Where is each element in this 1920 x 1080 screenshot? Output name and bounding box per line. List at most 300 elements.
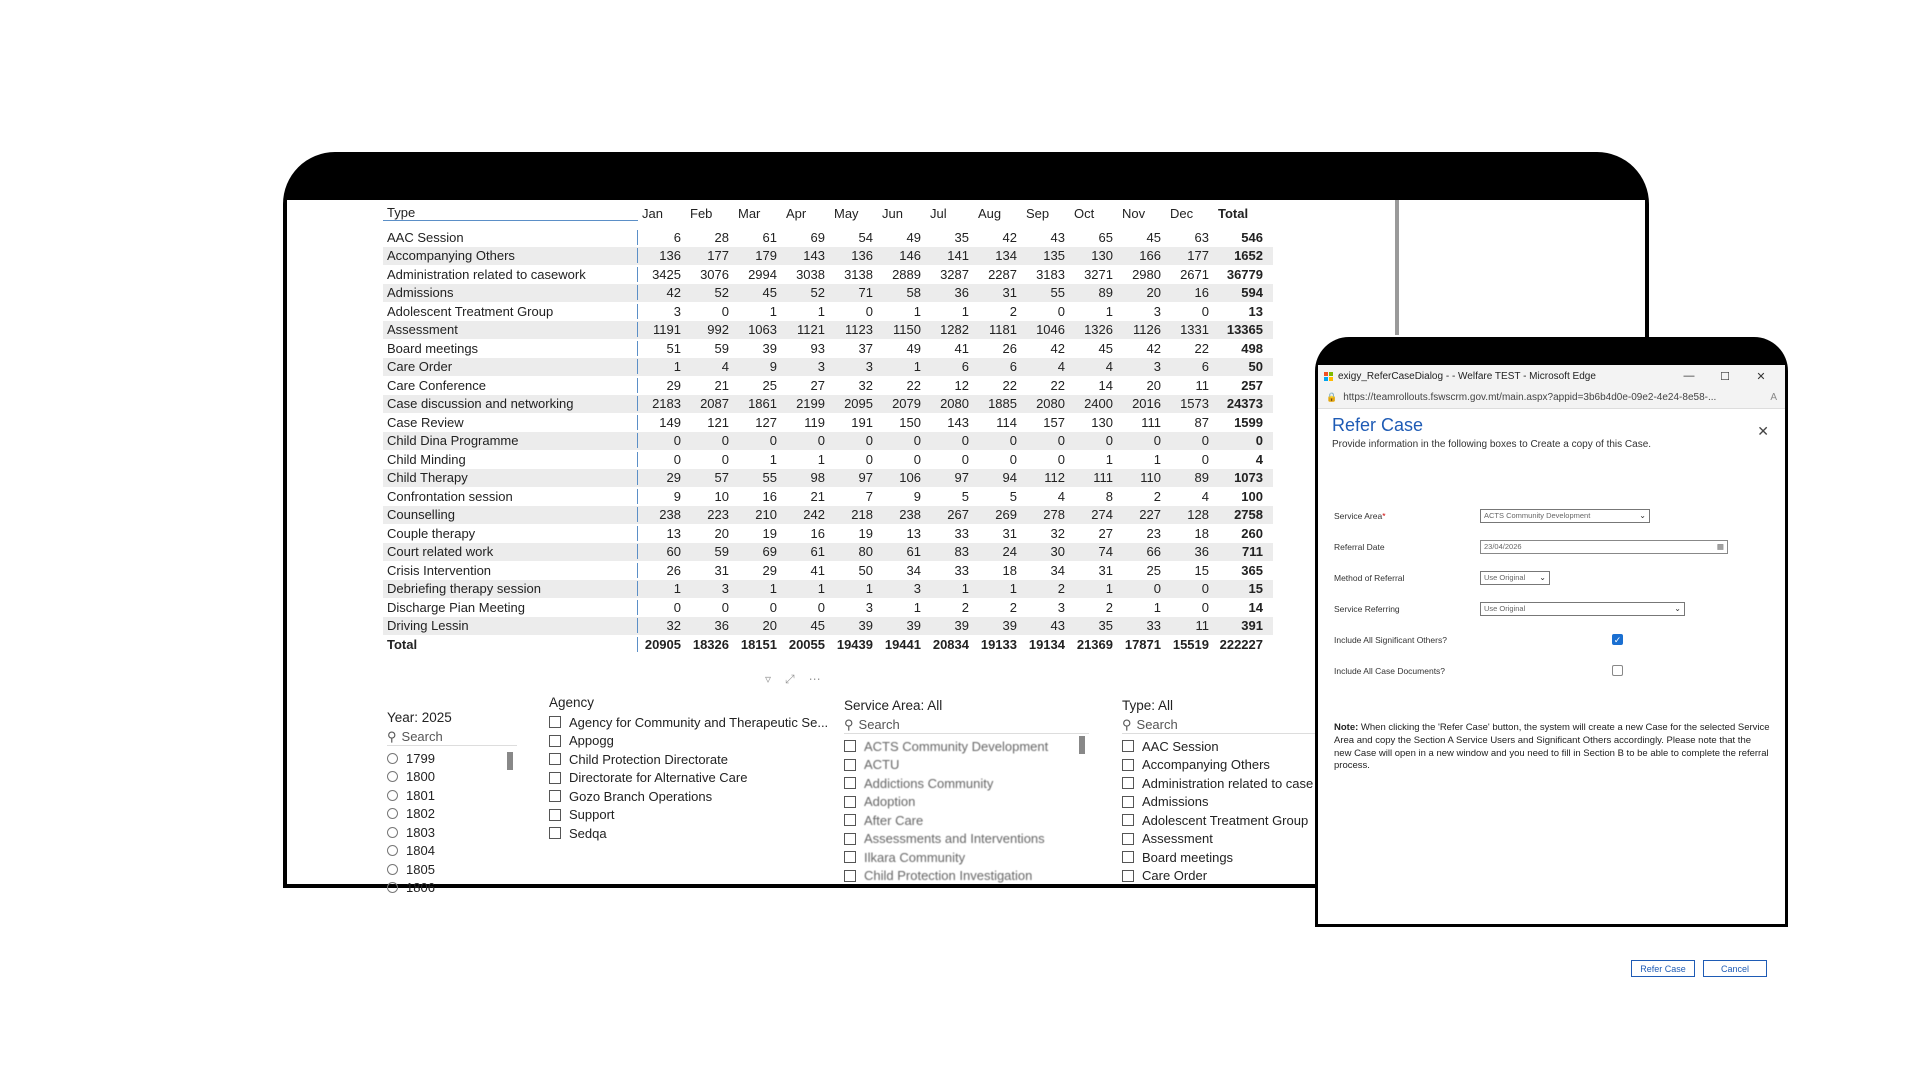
list-item[interactable]	[387, 879, 517, 898]
referral-date-input[interactable]	[1480, 540, 1728, 554]
cell-value: 0	[769, 599, 777, 615]
cell-value: 2889	[892, 266, 921, 282]
cell-value: 31	[1098, 562, 1113, 578]
cell-value: 267	[947, 507, 969, 523]
radio-button[interactable]	[387, 864, 398, 875]
cell-value: 9	[673, 488, 681, 504]
table-row	[383, 395, 1273, 414]
note-text: When clicking the 'Refer Case' button, the system will create a new Case for the selected Service Area and copy the Section A Service Users and Significant Others accordingly. Please note that the new Case will open in a new window and you need to fill in Section B to be able to complete the referral process.	[1334, 722, 1770, 772]
checkbox[interactable]	[549, 809, 561, 821]
list-item-label: Care Order	[1142, 868, 1208, 884]
checkbox[interactable]	[1122, 851, 1134, 863]
cell-value: 3	[1057, 599, 1065, 615]
cell-value: 13	[666, 525, 681, 541]
chevron-down-icon: ⌄	[1639, 511, 1646, 520]
cell-value: 26	[1002, 340, 1017, 356]
checkbox[interactable]	[549, 753, 561, 765]
cell-value: 3	[865, 359, 873, 375]
cell-value: 31	[1002, 285, 1017, 301]
cell-value: 149	[659, 414, 681, 430]
header-month[interactable]: Apr	[786, 205, 807, 221]
cell-value: 3	[1153, 359, 1161, 375]
cell-value: 93	[810, 340, 825, 356]
checkbox[interactable]	[844, 777, 856, 789]
address-url[interactable]: https://teamrollouts.fswscrm.gov.mt/main.aspx?appid=3b6b4d0e-09e2-4e24-8e58-...	[1343, 392, 1717, 403]
cell-value: 51	[666, 340, 681, 356]
list-item[interactable]	[549, 750, 839, 769]
cell-value: 97	[858, 470, 873, 486]
cell-value: 2016	[1132, 396, 1161, 412]
cell-value: 94	[1002, 470, 1017, 486]
list-item-label: Support	[569, 807, 615, 823]
cell-value: 12	[954, 377, 969, 393]
cell-value: 179	[755, 248, 777, 264]
matrix-header	[383, 202, 1273, 224]
cell-value: 3425	[652, 266, 681, 282]
service-area-scrollbar[interactable]	[1079, 736, 1085, 754]
matrix-scrollbar[interactable]	[1395, 200, 1399, 335]
list-item[interactable]	[844, 774, 1089, 793]
cell-value: 45	[1146, 229, 1161, 245]
list-item[interactable]	[844, 848, 1089, 867]
list-item[interactable]	[844, 867, 1089, 886]
cell-value: 1063	[748, 322, 777, 338]
table-row	[383, 432, 1273, 451]
list-item-label: 1805	[406, 861, 435, 877]
cell-value: 191	[851, 414, 873, 430]
list-item[interactable]	[387, 786, 517, 805]
cell-value: 0	[1201, 303, 1209, 319]
cell-value: 1191	[653, 322, 681, 338]
list-item-label: Adolescent Treatment Group	[1142, 812, 1309, 828]
cell-value: 1	[1153, 599, 1161, 615]
cell-value: 1	[769, 303, 777, 319]
cell-value: 80	[858, 544, 873, 560]
list-item[interactable]	[844, 793, 1089, 812]
cell-value: 42	[1002, 229, 1017, 245]
list-item[interactable]	[387, 805, 517, 824]
header-month[interactable]: Dec	[1170, 205, 1194, 221]
service-referring-value: Use Original	[1484, 604, 1526, 613]
header-month[interactable]: Sep	[1026, 205, 1050, 221]
cell-value: 2	[1009, 303, 1017, 319]
calendar-icon[interactable]: ▦	[1716, 542, 1724, 551]
browser-title: exigy_ReferCaseDialog - - Welfare TEST - Microsoft Edge	[1338, 370, 1596, 382]
referral-date-row	[1332, 531, 1771, 562]
cell-value: 57	[714, 470, 729, 486]
cell-value: 1	[865, 581, 873, 597]
list-item[interactable]	[387, 768, 517, 787]
list-item[interactable]	[549, 787, 839, 806]
cell-value: 10	[714, 488, 729, 504]
checkbox[interactable]	[549, 772, 561, 784]
checkbox[interactable]	[844, 814, 856, 826]
row-type: Driving Lessin	[383, 618, 638, 633]
cell-value: 0	[1201, 581, 1209, 597]
row-type: Court related work	[383, 544, 638, 559]
cell-value: 20	[1146, 285, 1161, 301]
cell-value: 43	[1050, 618, 1065, 634]
row-total: 100	[1241, 488, 1263, 504]
row-total: 546	[1241, 229, 1263, 245]
cell-value: 22	[1050, 377, 1065, 393]
service-area-row	[1332, 500, 1771, 531]
cell-value: 21	[810, 488, 825, 504]
cell-value: 1331	[1180, 322, 1209, 338]
cell-value: 16	[810, 525, 825, 541]
refer-case-form	[1332, 500, 1771, 686]
cell-value: 18	[1002, 562, 1017, 578]
list-item[interactable]	[549, 824, 839, 843]
month-total: 15519	[1172, 636, 1209, 652]
header-month[interactable]: Feb	[690, 205, 713, 221]
cell-value: 52	[810, 285, 825, 301]
list-item[interactable]	[549, 713, 839, 732]
cell-value: 0	[817, 599, 825, 615]
cell-value: 1126	[1133, 322, 1161, 338]
table-row	[383, 506, 1273, 525]
cell-value: 11	[1195, 377, 1209, 393]
header-month[interactable]: Aug	[978, 205, 1002, 221]
checkbox[interactable]	[1122, 796, 1134, 808]
cell-value: 50	[858, 562, 873, 578]
cell-value: 59	[714, 544, 729, 560]
list-item[interactable]	[549, 769, 839, 788]
cell-value: 2080	[1036, 396, 1065, 412]
cell-value: 136	[851, 248, 873, 264]
list-item-label: Admissions	[1142, 794, 1209, 810]
cell-value: 3076	[700, 266, 729, 282]
list-item-label: Assessments and Interventions	[864, 831, 1045, 847]
cell-value: 42	[666, 285, 681, 301]
cell-value: 61	[810, 544, 825, 560]
list-item-label: AAC Session	[1142, 738, 1219, 754]
focus-mode-icon[interactable]: ⤢	[785, 672, 795, 686]
cell-value: 2287	[988, 266, 1017, 282]
table-row	[383, 598, 1273, 617]
cell-value: 106	[899, 470, 921, 486]
service-area-label: Service Area*	[1334, 510, 1386, 521]
cell-value: 141	[947, 248, 969, 264]
cell-value: 3183	[1036, 266, 1065, 282]
cell-value: 2	[961, 599, 969, 615]
header-month[interactable]: Jan	[642, 205, 663, 221]
checkbox[interactable]	[844, 759, 856, 771]
cell-value: 1	[673, 359, 681, 375]
cell-value: 52	[714, 285, 729, 301]
address-bar[interactable]	[1318, 387, 1785, 409]
table-row	[383, 561, 1273, 580]
cell-value: 33	[954, 562, 969, 578]
list-item[interactable]	[549, 806, 839, 825]
read-aloud-icon[interactable]: A	[1770, 392, 1777, 403]
month-total: 19133	[980, 636, 1017, 652]
include-docs-row	[1332, 655, 1771, 686]
radio-button[interactable]	[387, 882, 398, 893]
cell-value: 2095	[844, 396, 873, 412]
header-total[interactable]: Total	[1218, 205, 1249, 221]
list-item-label: ACTU	[864, 757, 900, 773]
cell-value: 1	[817, 451, 825, 467]
header-month[interactable]: Oct	[1074, 205, 1095, 221]
radio-button[interactable]	[387, 827, 398, 838]
cell-value: 1885	[988, 396, 1017, 412]
cell-value: 0	[865, 433, 873, 449]
list-item-label: 1806	[406, 880, 435, 896]
row-type: Assessment	[383, 322, 638, 337]
service-area-slicer-title: Service Area: All	[844, 698, 943, 713]
cell-value: 0	[673, 599, 681, 615]
cell-value: 1326	[1084, 322, 1113, 338]
cell-value: 49	[906, 229, 921, 245]
header-month[interactable]: Jun	[882, 205, 903, 221]
month-total: 20905	[644, 636, 681, 652]
checkbox[interactable]	[1122, 814, 1134, 826]
checkbox[interactable]	[549, 790, 561, 802]
dialog-title: Refer Case	[1332, 415, 1424, 435]
list-item[interactable]	[387, 860, 517, 879]
matrix-body	[383, 228, 1273, 635]
cell-value: 1	[1105, 303, 1113, 319]
cell-value: 134	[995, 248, 1017, 264]
list-item[interactable]	[387, 823, 517, 842]
cell-value: 3287	[940, 266, 969, 282]
list-item[interactable]	[844, 811, 1089, 830]
table-row	[383, 543, 1273, 562]
list-item-label: Appogg	[569, 733, 614, 749]
cell-value: 1	[1153, 451, 1161, 467]
cell-value: 4	[1057, 488, 1065, 504]
cell-value: 112	[1044, 470, 1065, 486]
cell-value: 1	[817, 581, 825, 597]
cell-value: 4	[1201, 488, 1209, 504]
cell-value: 135	[1043, 248, 1065, 264]
cell-value: 23	[1146, 525, 1161, 541]
list-item[interactable]	[844, 737, 1089, 756]
service-area-select[interactable]	[1480, 509, 1650, 523]
checkbox[interactable]	[1122, 777, 1134, 789]
search-icon: ⚲	[844, 716, 854, 732]
cell-value: 0	[721, 451, 729, 467]
row-type: Care Order	[383, 359, 638, 374]
list-item-label: 1799	[406, 750, 435, 766]
service-area-search-placeholder: Search	[858, 717, 900, 732]
cell-value: 1861	[748, 396, 777, 412]
method-label: Method of Referral	[1334, 572, 1405, 583]
cell-value: 242	[803, 507, 825, 523]
cell-value: 227	[1139, 507, 1161, 523]
checkbox[interactable]	[1122, 870, 1134, 882]
method-select[interactable]	[1480, 571, 1550, 585]
checkbox[interactable]	[549, 827, 561, 839]
list-item-label: Child Protection Investigation	[864, 868, 1033, 884]
include-others-checkbox[interactable]: ✓	[1613, 635, 1622, 645]
list-item-label: Child Protection Directorate	[569, 751, 728, 767]
cell-value: 45	[1098, 340, 1113, 356]
cell-value: 0	[1057, 303, 1065, 319]
table-row	[383, 302, 1273, 321]
checkbox[interactable]	[844, 851, 856, 863]
cell-value: 0	[673, 451, 681, 467]
cell-value: 42	[1050, 340, 1065, 356]
cell-value: 13	[906, 525, 921, 541]
cell-value: 1121	[797, 322, 825, 338]
cell-value: 2079	[892, 396, 921, 412]
header-month[interactable]: Mar	[738, 205, 761, 221]
cell-value: 28	[714, 229, 729, 245]
cell-value: 8	[1105, 488, 1113, 504]
row-total: 1652	[1234, 248, 1263, 264]
list-item[interactable]	[549, 732, 839, 751]
cell-value: 130	[1091, 248, 1113, 264]
year-search[interactable]	[387, 728, 517, 746]
more-options-icon[interactable]: ⋯	[808, 672, 821, 686]
cell-value: 41	[810, 562, 825, 578]
cell-value: 1	[913, 303, 921, 319]
cell-value: 166	[1139, 248, 1161, 264]
cell-value: 33	[954, 525, 969, 541]
checkbox[interactable]	[1122, 740, 1134, 752]
table-row	[383, 469, 1273, 488]
refer-case-dialog	[1318, 415, 1785, 974]
list-item-label: Gozo Branch Operations	[569, 788, 713, 804]
row-type: Accompanying Others	[383, 248, 638, 263]
filter-icon[interactable]: ▿	[765, 672, 772, 686]
cell-value: 4	[721, 359, 729, 375]
year-slicer-scrollbar[interactable]	[507, 752, 513, 770]
cell-value: 29	[762, 562, 777, 578]
row-type: Couple therapy	[383, 526, 638, 541]
list-item[interactable]	[387, 749, 517, 768]
cell-value: 3271	[1084, 266, 1113, 282]
cell-value: 55	[1050, 285, 1065, 301]
matrix-table	[383, 202, 1273, 654]
checkbox[interactable]	[1122, 833, 1134, 845]
checkbox[interactable]	[844, 833, 856, 845]
header-month[interactable]: Nov	[1122, 205, 1146, 221]
cell-value: 9	[769, 359, 777, 375]
cell-value: 1	[1105, 451, 1113, 467]
table-row	[383, 580, 1273, 599]
cell-value: 34	[906, 562, 921, 578]
cell-value: 2183	[652, 396, 681, 412]
cell-value: 111	[1093, 470, 1113, 486]
cell-value: 6	[1009, 359, 1017, 375]
checkbox[interactable]	[844, 870, 856, 882]
cell-value: 2080	[940, 396, 969, 412]
chevron-down-icon: ⌄	[1674, 604, 1681, 613]
list-item[interactable]	[844, 830, 1089, 849]
checkbox[interactable]	[844, 740, 856, 752]
list-item-label: 1803	[406, 824, 435, 840]
table-row	[383, 228, 1273, 247]
checkbox[interactable]	[1122, 759, 1134, 771]
year-slicer-title: Year: 2025	[387, 710, 452, 725]
row-total: 50	[1248, 359, 1263, 375]
list-item-label: Administration related to case	[1142, 775, 1314, 791]
cell-value: 3	[817, 359, 825, 375]
row-type: Debriefing therapy session	[383, 581, 638, 596]
list-item-label: ACTS Community Development	[864, 738, 1049, 754]
row-total: 365	[1241, 562, 1263, 578]
cell-value: 0	[913, 451, 921, 467]
cell-value: 3	[721, 581, 729, 597]
service-area-search[interactable]	[844, 716, 1089, 734]
cell-value: 43	[1050, 229, 1065, 245]
cell-value: 32	[858, 377, 873, 393]
row-total: 260	[1241, 525, 1263, 541]
header-month[interactable]: May	[834, 205, 859, 221]
cell-value: 0	[1057, 451, 1065, 467]
radio-button[interactable]	[387, 808, 398, 819]
cell-value: 1	[673, 581, 681, 597]
cell-value: 26	[666, 562, 681, 578]
cell-value: 2980	[1132, 266, 1161, 282]
service-area-slicer	[844, 698, 1089, 884]
radio-button[interactable]	[387, 753, 398, 764]
row-total: 36779	[1226, 266, 1263, 282]
cell-value: 35	[1098, 618, 1113, 634]
row-total: 2758	[1234, 507, 1263, 523]
cell-value: 0	[1153, 581, 1161, 597]
cell-value: 69	[810, 229, 825, 245]
cell-value: 36	[1194, 544, 1209, 560]
checkbox[interactable]	[549, 735, 561, 747]
cell-value: 0	[1009, 433, 1017, 449]
service-referring-select[interactable]	[1480, 602, 1685, 616]
cell-value: 39	[762, 340, 777, 356]
list-item[interactable]	[387, 842, 517, 861]
month-total: 17871	[1124, 636, 1161, 652]
list-item-label: 1801	[406, 787, 435, 803]
close-window-icon[interactable]: ✕	[1756, 370, 1766, 383]
radio-button[interactable]	[387, 845, 398, 856]
cell-value: 39	[858, 618, 873, 634]
referral-date-label: Referral Date	[1334, 541, 1385, 552]
radio-button[interactable]	[387, 790, 398, 801]
header-type[interactable]: Type	[383, 205, 638, 221]
cell-value: 15	[1194, 562, 1209, 578]
cell-value: 238	[899, 507, 921, 523]
cancel-button[interactable]: Cancel	[1703, 960, 1767, 977]
list-item-label: Sedqa	[569, 825, 607, 841]
dialog-note	[1332, 722, 1771, 773]
checkbox[interactable]	[844, 796, 856, 808]
maximize-icon[interactable]: ☐	[1720, 370, 1730, 383]
checkbox[interactable]	[549, 716, 561, 728]
header-month[interactable]: Jul	[930, 205, 947, 221]
cell-value: 61	[762, 229, 777, 245]
refer-case-button[interactable]: Refer Case	[1631, 960, 1695, 977]
grand-total: 222227	[1219, 636, 1263, 652]
cell-value: 1	[913, 599, 921, 615]
cell-value: 5	[1009, 488, 1017, 504]
cell-value: 1150	[893, 322, 921, 338]
cell-value: 2199	[796, 396, 825, 412]
cell-value: 31	[1002, 525, 1017, 541]
list-item[interactable]	[844, 756, 1089, 775]
radio-button[interactable]	[387, 771, 398, 782]
list-item-label: After Care	[864, 812, 924, 828]
cell-value: 1	[769, 451, 777, 467]
cell-value: 143	[947, 414, 969, 430]
include-docs-checkbox[interactable]	[1612, 665, 1623, 676]
minimize-icon[interactable]: —	[1683, 370, 1695, 382]
service-referring-row	[1332, 593, 1771, 624]
cell-value: 0	[673, 433, 681, 449]
cell-value: 1	[913, 359, 921, 375]
close-icon[interactable]: ✕	[1757, 423, 1769, 439]
